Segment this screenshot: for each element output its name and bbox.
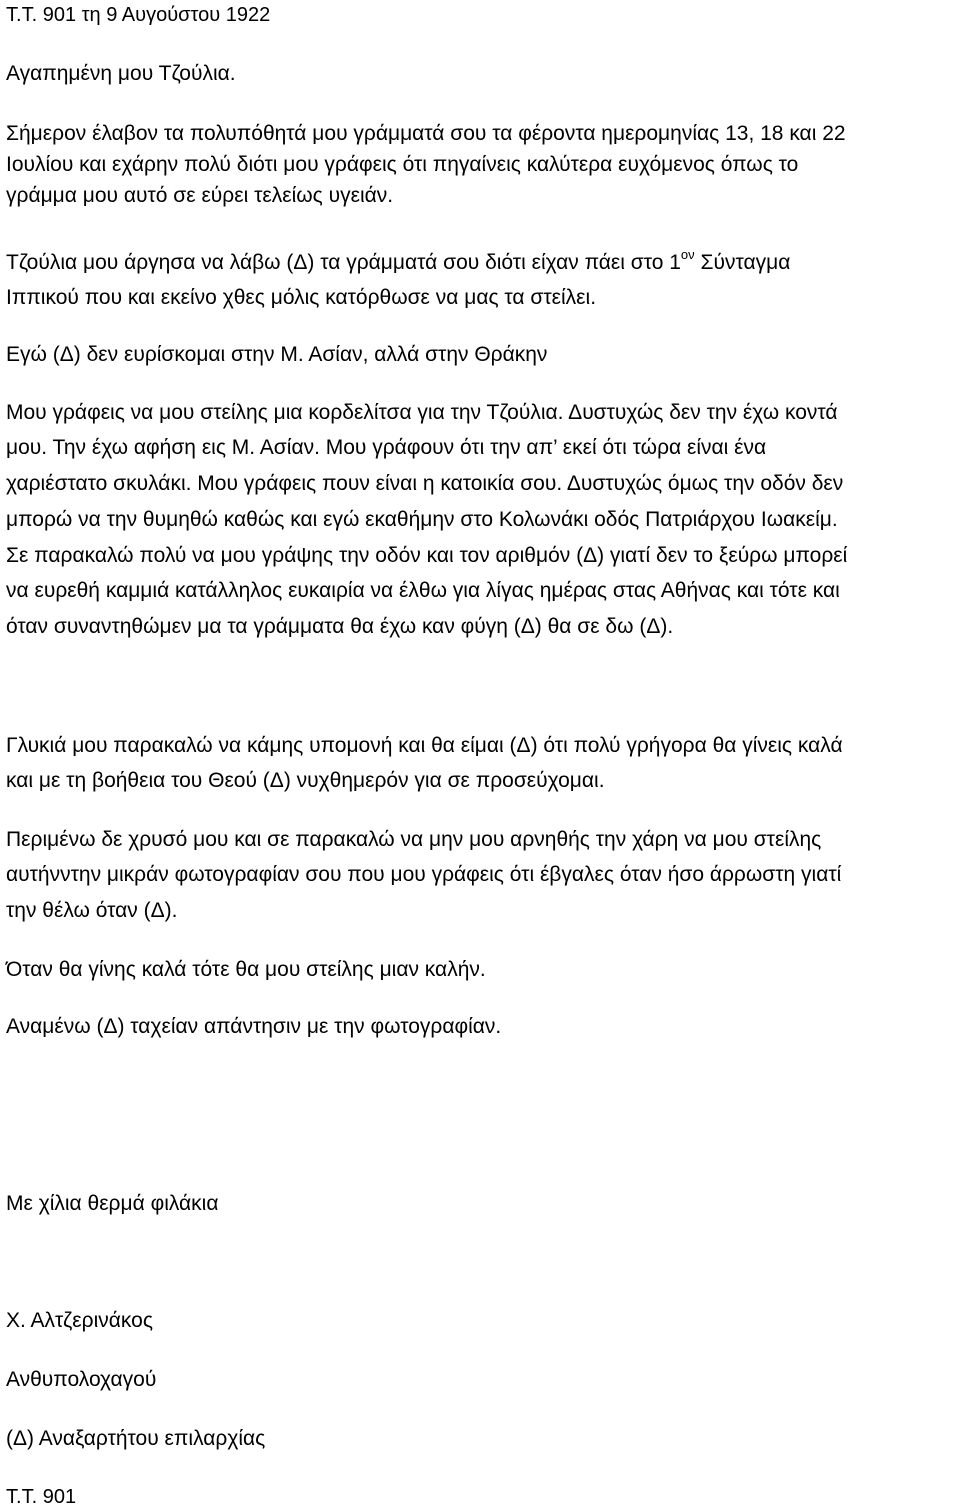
paragraph-6-line-1: Περιμένω δε χρυσό μου και σε παρακαλώ να μην μου αρνηθής την χάρη να μου στείλης (6, 828, 822, 851)
paragraph-5-line-1: Γλυκιά μου παρακαλώ να κάμης υπομονή και θα είμαι (Δ) ότι πολύ γρήγορα θα γίνεις καλά (6, 734, 843, 757)
signature-post: Τ.Τ. 901 (6, 1486, 77, 1508)
paragraph-3: Εγώ (Δ) δεν ευρίσκομαι στην Μ. Ασίαν, αλλά στην Θράκην (6, 343, 548, 366)
paragraph-1-line-3: γράμμα μου αυτό σε εύρει τελείως υγειάν. (6, 184, 394, 207)
letter-closing: Με χίλια θερμά φιλάκια (6, 1192, 219, 1215)
paragraph-4-line-7: όταν συναντηθώμεν μα τα γράμματα θα έχω καν φύγη (Δ) θα σε δω (Δ). (6, 615, 674, 638)
paragraph-5-line-2: και με τη βοήθεια του Θεού (Δ) νυχθημερόν για σε προσεύχομαι. (6, 769, 605, 792)
paragraph-1-line-1: Σήμερον έλαβον τα πολυπόθητά μου γράμματά σου τα φέροντα ημερομηνίας 13, 18 και 22 (6, 122, 846, 145)
signature-rank: Ανθυπολοχαγού (6, 1368, 157, 1391)
signature-unit: (Δ) Αναξαρτήτου επιλαρχίας (6, 1427, 266, 1450)
paragraph-2-line-1-text: Τζούλια μου άργησα να λάβω (Δ) τα γράμματά σου διότι είχαν πάει στο 1 (6, 251, 681, 274)
paragraph-4-line-4: μπορώ να την θυμηθώ καθώς και εγώ εκαθήμην στο Κολωνάκι οδός Πατριάρχου Ιωακείμ. (6, 508, 838, 531)
paragraph-4-line-6: να ευρεθή καμμιά κατάλληλος ευκαιρία να έλθω για λίγας ημέρας στας Αθήνας και τότε και (6, 579, 840, 602)
paragraph-2-line-2: Ιππικού που και εκείνο χθες μόλις κατόρθωσε να μας τα στείλει. (6, 286, 597, 309)
paragraph-6-line-3: την θέλω όταν (Δ). (6, 899, 178, 922)
signature-name: Χ. Αλτζερινάκος (6, 1309, 153, 1332)
paragraph-4-line-3: χαριέστατο σκυλάκι. Μου γράφεις πουν είναι η κατοικία σου. Δυστυχώς όμως την οδόν δεν (6, 472, 844, 495)
paragraph-2-line-1-tail: Σύνταγμα (694, 251, 791, 274)
paragraph-8: Αναμένω (Δ) ταχείαν απάντησιν με την φωτογραφίαν. (6, 1015, 502, 1038)
paragraph-1-line-2: Ιουλίου και εχάρην πολύ διότι μου γράφεις ότι πηγαίνεις καλύτερα ευχόμενος όπως το (6, 153, 799, 176)
paragraph-6-line-2: αυτήνντην μικράν φωτογραφίαν σου που μου γράφεις ότι έβγαλες όταν ήσο άρρωστη γιατί (6, 863, 842, 886)
paragraph-4-line-5: Σε παρακαλώ πολύ να μου γράψης την οδόν και τον αριθμόν (Δ) γιατί δεν το ξεύρω μπορεί (6, 544, 848, 567)
paragraph-7: Όταν θα γίνης καλά τότε θα μου στείλης μιαν καλήν. (6, 958, 486, 981)
paragraph-4-line-2: μου. Την έχω αφήση εις Μ. Ασίαν. Μου γράφουν ότι την απ’ εκεί ότι τώρα είναι ένα (6, 436, 767, 459)
letter-header-date-line: Τ.Τ. 901 τη 9 Αυγούστου 1922 (6, 4, 271, 26)
paragraph-4-line-1: Μου γράφεις να μου στείλης μια κορδελίτσα για την Τζούλια. Δυστυχώς δεν την έχω κοντά (6, 401, 838, 424)
letter-salutation: Αγαπημένη μου Τζούλια. (6, 62, 236, 85)
ordinal-superscript: ον (680, 247, 695, 262)
paragraph-2-line-1 (6, 248, 956, 278)
